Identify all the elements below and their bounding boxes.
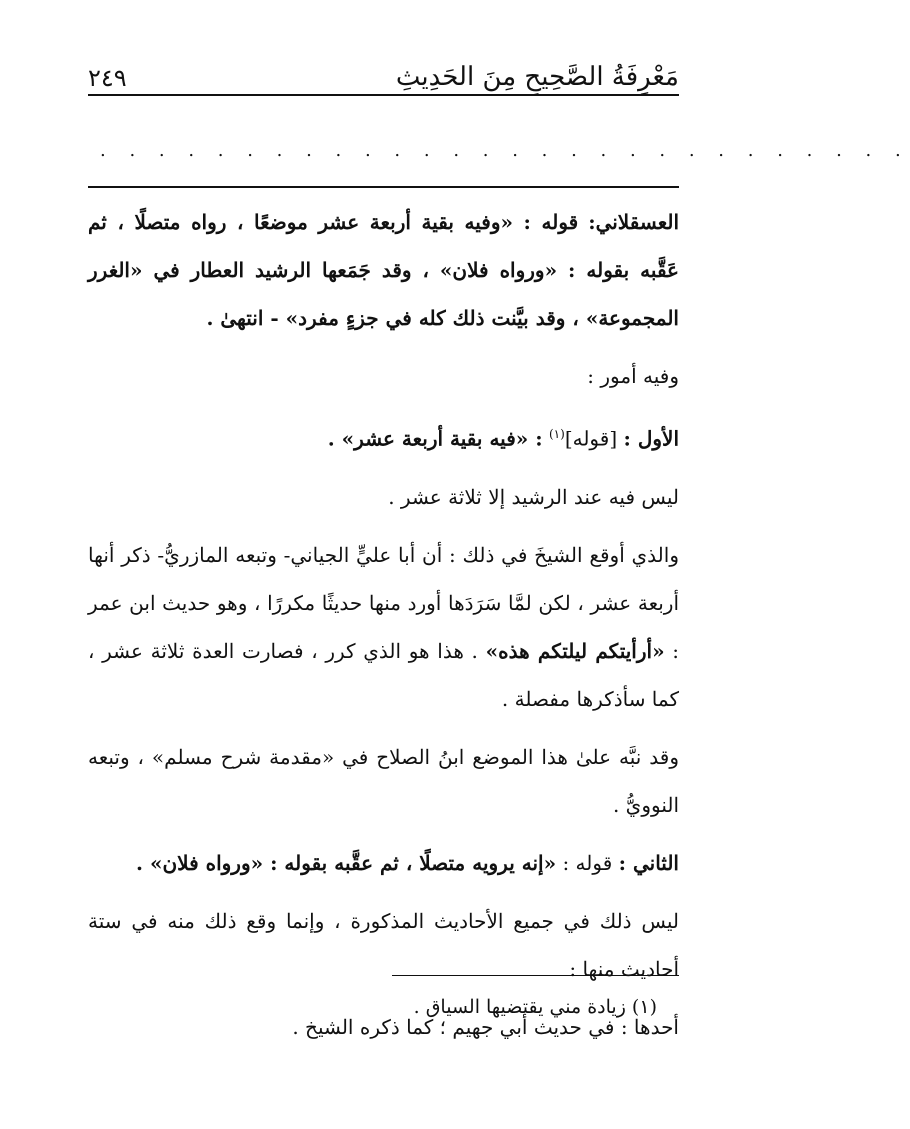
footnote: (١) زيادة مني يقتضيها السياق .	[413, 996, 657, 1018]
footnote-ref[interactable]: (١)	[548, 427, 565, 441]
bracket-text: [قوله]	[564, 426, 618, 451]
item-label: الأول :	[623, 426, 679, 451]
paragraph: وفيه أمور :	[587, 364, 679, 388]
separator-dots: . . . . . . . . . . . . . . . . . . . . . . . . . . . .	[100, 140, 910, 161]
page-header	[88, 52, 679, 92]
paragraph: وقد نبَّه علىٰ هذا الموضع ابنُ الصلاح في «مقدمة شرح مسلم» ، وتبعه النوويُّ .	[88, 744, 679, 817]
paragraph: ليس فيه عند الرشيد إلا ثلاثة عشر .	[388, 484, 679, 509]
paragraph	[88, 839, 679, 887]
quoted-text: «إنه يرويه متصلًا ، ثم عقَّبه بقوله : «ورواه فلان» .	[136, 850, 557, 875]
section-rule	[88, 186, 679, 188]
paragraph: ليس ذلك في جميع الأحاديث المذكورة ، وإنما وقع ذلك منه في ستة أحاديث منها :	[88, 908, 679, 981]
page-number: ٢٤٩	[88, 64, 127, 92]
paragraph	[88, 531, 679, 723]
main-text	[88, 198, 679, 1061]
item-label: الثاني :	[618, 850, 679, 875]
running-head: مَعْرِفَةُ الصَّحِيحِ مِنَ الحَدِيثِ	[395, 62, 679, 92]
paragraph	[88, 410, 679, 463]
text-span: قوله :	[562, 850, 613, 875]
text-span: . هذا هو الذي كرر ، فصارت العدة ثلاثة عشر ، كما سأذكرها مفصلة .	[88, 638, 679, 711]
text-span: والذي أوقع الشيخَ في ذلك : أن أبا عليٍّ الجياني- وتبعه المازريُّ- ذكر أنها أربعة عشر ، لكن لمَّا سَرَدَها أورد منها حديثًا مكررًا ، وهو حديث ابن عمر :	[88, 542, 680, 663]
paragraph: أحدها : في حديث أبي جهيم ؛ كما ذكره الشيخ .	[292, 1014, 679, 1039]
quoted-hadith: «أرأيتكم ليلتكم هذه»	[485, 638, 665, 663]
header-rule	[88, 94, 679, 96]
footnote-rule	[392, 975, 679, 976]
quoted-text: : «فيه بقية أربعة عشر» .	[327, 426, 543, 451]
quoted-text: قوله : «وفيه بقية أربعة عشر موضعًا ، رواه متصلًا ، ثم عَقَّبه بقوله : «ورواه فلان» ، وقد جَمَعها الرشيد العطار في «الغرر المجموعة» ، وقد بيَّنت ذلك كله في جزءٍ مفرد» - انتهىٰ .	[88, 210, 679, 330]
paragraph	[88, 198, 679, 342]
speaker-label: العسقلاني:	[588, 210, 679, 234]
